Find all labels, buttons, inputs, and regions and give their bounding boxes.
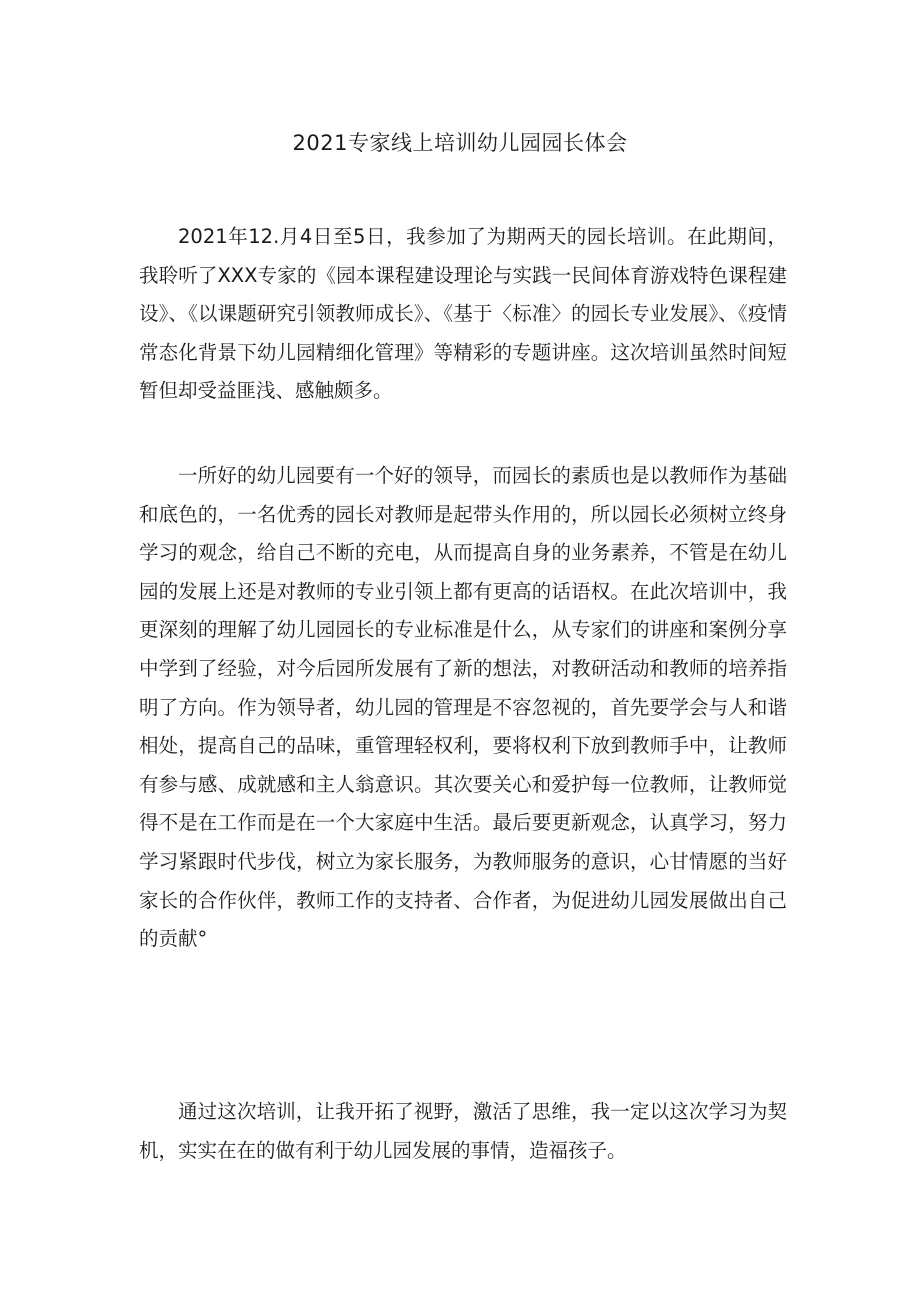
document-title: 2021专家线上培训幼儿园园长体会 <box>292 131 628 155</box>
paragraph-1: 2021年12.月4日至5日，我参加了为期两天的园长培训。在此期间，我聆听了XXX专家的《园本课程建设理论与实践一民间体育游戏特色课程建设》、《以课题研究引领教师成长》、《基于〈标准〉的园长专业发展》、《疫情常态化背景下幼儿园精细化管理》等精彩的专题讲座。这次培训虽然时间短暂但却受益匪浅、感触颇多。 <box>139 225 787 403</box>
paragraph-3: 通过这次培训，让我开拓了视野，激活了思维，我一定以这次学习为契机，实实在在的做有利于幼儿园发展的事情，造福孩子。 <box>139 1100 787 1162</box>
paragraph-2: 一所好的幼儿园要有一个好的领导，而园长的素质也是以教师作为基础和底色的，一名优秀的园长对教师是起带头作用的，所以园长必须树立终身学习的观念，给自己不断的充电，从而提高自身的业务素养，不管是在幼儿园的发展上还是对教师的专业引领上都有更高的话语权。在此次培训中，我更深刻的理解了幼儿园园长的专业标准是什么，从专家们的讲座和案例分享中学到了经验，对今后园所发展有了新的想法，对教研活动和教师的培养指明了方向。作为领导者，幼儿园的管理是不容忽视的，首先要学会与人和谐相处，提高自己的品味，重管理轻权利，要将权利下放到教师手中，让教师有参与感、成就感和主人翁意识。其次要关心和爱护每一位教师，让教师觉得不是在工作而是在一个大家庭中生活。最后要更新观念，认真学习，努力学习紧跟时代步伐，树立为家长服务，为教师服务的意识，心甘情愿的当好家长的合作伙伴，教师工作的支持者、合作者，为促进幼儿园发展做出自己的贡献° <box>139 464 787 951</box>
